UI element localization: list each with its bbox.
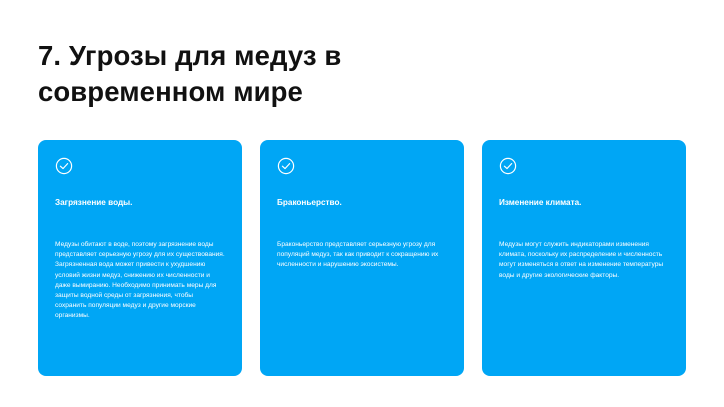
card-poaching <box>260 140 464 376</box>
card-title: Загрязнение воды. <box>55 198 133 207</box>
card-climate-change <box>482 140 686 376</box>
card-title: Браконьерство. <box>277 198 342 207</box>
check-circle-icon <box>499 157 517 175</box>
check-circle-icon <box>277 157 295 175</box>
card-text: Медузы могут служить индикаторами изменения климата, поскольку их распределение и численность могут изменяться в ответ на изменение температуры воды и другие экологические факторы. <box>499 241 664 279</box>
card-title: Изменение климата. <box>499 198 582 207</box>
slide-title: 7. Угрозы для медуз в современном мире <box>38 40 342 107</box>
check-circle-icon <box>55 157 73 175</box>
cards-container <box>38 140 686 376</box>
card-text: Медузы обитают в воде, поэтому загрязнение воды представляет серьезную угрозу для их существования. Загрязненная вода может привести к ухудшению условий жизни медуз, снижению их численности и даже вымиранию. Необходимо принимать меры для защиты водной среды от загрязнения, чтобы сохранить популяции медуз и другие морские организмы. <box>55 241 225 320</box>
card-text: Браконьерство представляет серьезную угрозу для популяций медуз, так как приводит к сокращению их численности и нарушению экосистемы. <box>277 241 439 269</box>
card-water-pollution <box>38 140 242 376</box>
